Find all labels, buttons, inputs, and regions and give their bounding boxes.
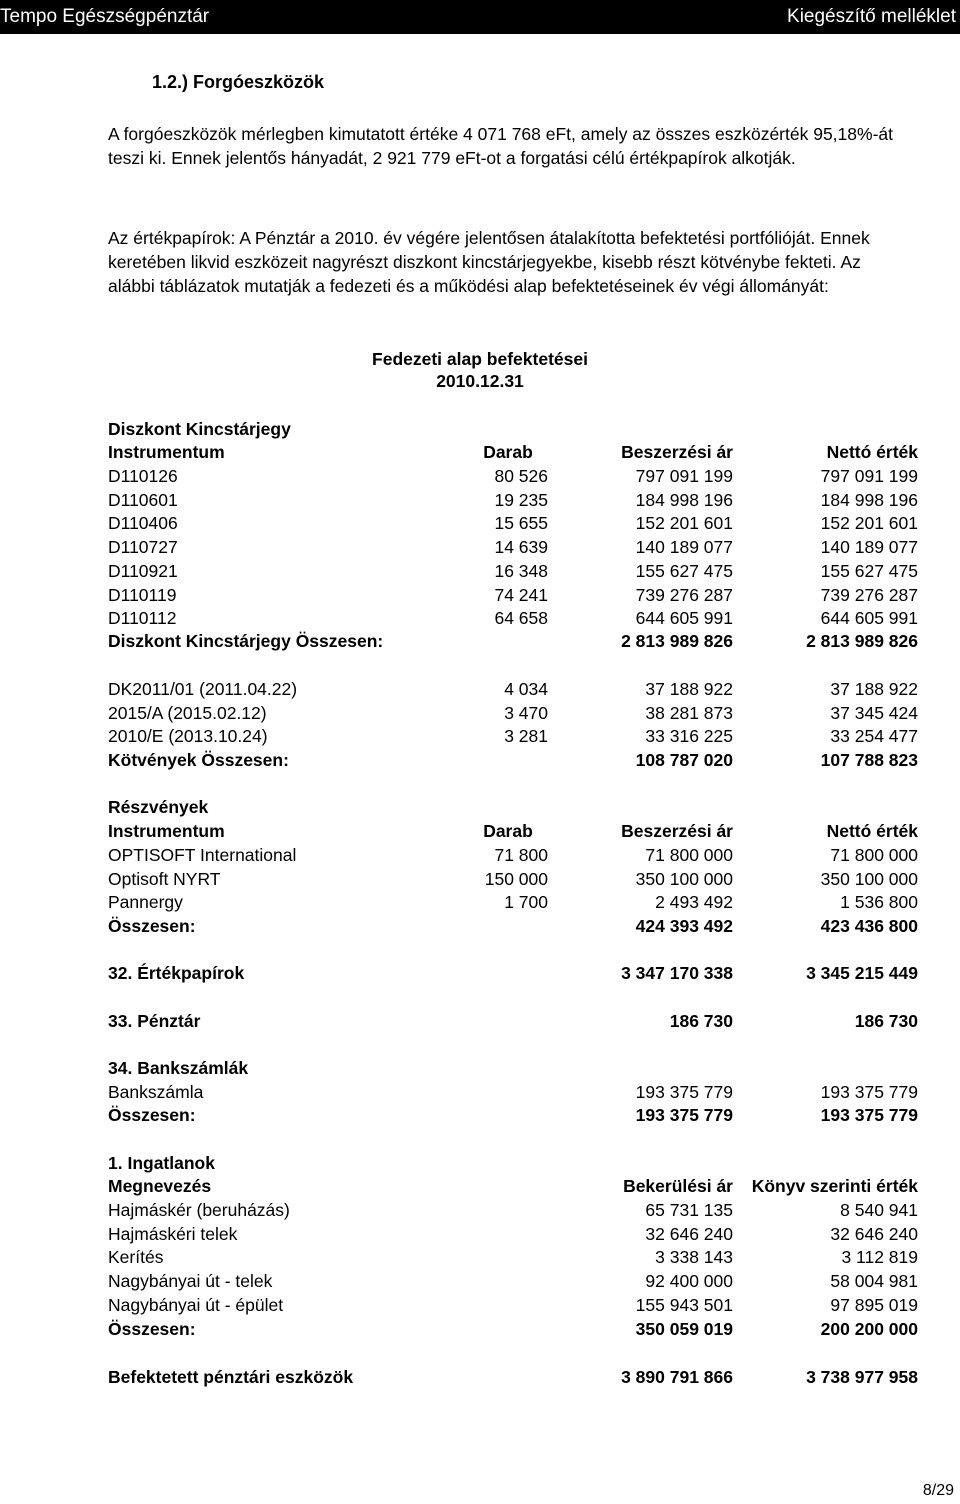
table-cell: 140 189 077 xyxy=(820,537,918,558)
page-header xyxy=(0,0,960,34)
table-cell: 37 188 922 xyxy=(645,679,733,699)
table-row xyxy=(108,725,918,747)
bank-title-row xyxy=(108,1057,918,1079)
table-cell: 15 655 xyxy=(494,513,548,534)
table-cell: 64 658 xyxy=(494,608,548,629)
dkj-total-row xyxy=(108,630,918,652)
total-net: 193 375 779 xyxy=(820,1105,918,1125)
table-cell: 32 646 240 xyxy=(830,1223,918,1244)
cash-label: 33. Pénztár xyxy=(108,1011,201,1031)
total-label: Kötvények Összesen: xyxy=(108,750,289,770)
col-header-acquisition: Bekerülési ár xyxy=(623,1176,733,1196)
table-cell: 1 700 xyxy=(504,892,548,913)
securities-cost: 3 347 170 338 xyxy=(621,963,733,983)
table-cell: D110921 xyxy=(108,560,178,581)
table-cell: 65 731 135 xyxy=(645,1200,733,1220)
realestate-title: 1. Ingatlanok xyxy=(108,1153,215,1173)
table-cell: 97 895 019 xyxy=(830,1294,918,1315)
col-header-cost: Beszerzési ár xyxy=(621,821,733,841)
bank-row xyxy=(108,1081,918,1103)
table-cell: DK2011/01 (2011.04.22) xyxy=(108,679,298,699)
cash-net: 186 730 xyxy=(854,1011,918,1031)
table-cell: 644 605 991 xyxy=(820,608,918,629)
table-cell: 8 540 941 xyxy=(840,1200,918,1220)
table-cell: 14 639 xyxy=(494,537,548,558)
grand-total-net: 3 738 977 958 xyxy=(806,1367,918,1387)
table-date: 2010.12.31 xyxy=(436,371,524,391)
total-label: Összesen: xyxy=(108,1105,196,1125)
table-cell: 184 998 196 xyxy=(635,489,733,510)
table-cell: 38 281 873 xyxy=(645,702,733,723)
table-cell: 33 254 477 xyxy=(830,726,918,747)
table-cell: 152 201 601 xyxy=(635,513,733,534)
dkj-header-row xyxy=(108,441,918,463)
total-cost: 2 813 989 826 xyxy=(621,631,733,651)
table-row xyxy=(108,536,918,558)
shares-total-row xyxy=(108,915,918,937)
dkj-title: Diszkont Kincstárjegy xyxy=(108,419,291,439)
table-cell: 58 004 981 xyxy=(830,1271,918,1292)
cash-row xyxy=(108,1010,918,1032)
header-left: Tempo Egészségpénztár xyxy=(0,6,210,27)
col-header-instrument: Instrumentum xyxy=(108,442,225,462)
section-title: 1.2.) Forgóeszközök xyxy=(152,72,325,92)
header-right: Kiegészítő melléklet xyxy=(787,6,956,27)
shares-header-row xyxy=(108,820,918,842)
total-cost: 108 787 020 xyxy=(635,750,733,770)
shares-title-row xyxy=(108,796,918,818)
table-row xyxy=(108,1246,918,1268)
table-cell: 74 241 xyxy=(494,584,548,605)
table-cell: 797 091 199 xyxy=(820,466,918,486)
table-row xyxy=(108,844,918,866)
table-cell: 92 400 000 xyxy=(645,1271,733,1292)
table-cell: Pannergy xyxy=(108,892,183,913)
table-cell: 155 627 475 xyxy=(635,560,733,581)
paragraph-1: A forgóeszközök mérlegben kimutatott értéke 4 071 768 eFt, amely az összes eszközérték 95,18%-át teszi ki. Ennek jelentős hányadát, 2 921 779 eFt-ot a forgatási célú értékpapírok alkotják. xyxy=(108,124,893,168)
col-header-book-value: Könyv szerinti érték xyxy=(751,1176,918,1196)
table-cell: Hajmáskéri telek xyxy=(108,1223,238,1244)
table-cell: 350 100 000 xyxy=(635,868,733,889)
table-row xyxy=(108,607,918,629)
table-row xyxy=(108,868,918,890)
table-cell: 2010/E (2013.10.24) xyxy=(108,726,268,747)
total-net: 200 200 000 xyxy=(820,1319,918,1339)
table-row xyxy=(108,891,918,913)
grand-total-label: Befektetett pénztári eszközök xyxy=(108,1367,354,1387)
table-cell: D110727 xyxy=(108,537,178,558)
table-cell: 3 112 819 xyxy=(841,1247,918,1268)
shares-title: Részvények xyxy=(108,797,209,817)
table-cell: 71 800 xyxy=(494,845,548,865)
table-cell: 155 943 501 xyxy=(635,1294,733,1315)
table-cell: Kerítés xyxy=(108,1247,164,1268)
bank-title: 34. Bankszámlák xyxy=(108,1058,249,1078)
table-row xyxy=(108,560,918,582)
table-row xyxy=(108,512,918,534)
table-row xyxy=(108,1223,918,1245)
total-label: Diszkont Kincstárjegy Összesen: xyxy=(108,631,384,651)
table-title: Fedezeti alap befektetései xyxy=(372,349,588,369)
table-cell: OPTISOFT International xyxy=(108,845,297,865)
total-label: Összesen: xyxy=(108,1319,196,1339)
total-net: 2 813 989 826 xyxy=(806,631,918,651)
table-row xyxy=(108,584,918,606)
bonds-total-row xyxy=(108,749,918,771)
table-row xyxy=(108,702,918,724)
col-header-count: Darab xyxy=(483,442,533,462)
col-header-instrument: Instrumentum xyxy=(108,821,225,841)
col-header-name: Megnevezés xyxy=(108,1176,212,1196)
table-cell: 3 470 xyxy=(504,702,548,723)
table-cell: 1 536 800 xyxy=(840,892,918,913)
table-cell: 155 627 475 xyxy=(820,560,918,581)
table-cell: 150 000 xyxy=(484,868,548,889)
table-row xyxy=(108,465,918,487)
table-cell: D110126 xyxy=(108,466,178,486)
table-cell: 37 188 922 xyxy=(830,679,918,699)
grand-total-cost: 3 890 791 866 xyxy=(621,1367,733,1387)
table-cell: 32 646 240 xyxy=(645,1223,733,1244)
cash-cost: 186 730 xyxy=(669,1011,733,1031)
table-row xyxy=(108,489,918,511)
bank-label: Bankszámla xyxy=(108,1082,204,1102)
dkj-title-row xyxy=(108,418,918,440)
table-cell: 71 800 000 xyxy=(645,845,733,865)
table-cell: 140 189 077 xyxy=(635,537,733,558)
total-cost: 350 059 019 xyxy=(635,1319,733,1339)
table-cell: 19 235 xyxy=(494,489,548,510)
table-cell: 739 276 287 xyxy=(635,584,733,605)
table-cell: Optisoft NYRT xyxy=(108,868,221,889)
table-cell: 71 800 000 xyxy=(830,845,918,865)
table-cell: 16 348 xyxy=(494,560,548,581)
total-label: Összesen: xyxy=(108,916,196,936)
table-cell: D110406 xyxy=(108,513,178,534)
total-net: 423 436 800 xyxy=(820,916,918,936)
table-cell: D110119 xyxy=(108,584,177,605)
table-cell: 797 091 199 xyxy=(635,466,733,486)
paragraph-2: Az értékpapírok: A Pénztár a 2010. év végére jelentősen átalakította befektetési portfólióját. Ennek keretében likvid eszközeit nagyrészt diszkont kincstárjegyekbe, kisebb részt kötvénybe fekteti. Az alábbi táblázatok mutatják a fedezeti és a működési alap befektetéseinek év végi állományát: xyxy=(108,228,870,296)
table-cell: 4 034 xyxy=(504,679,548,699)
col-header-net: Nettó érték xyxy=(826,442,918,462)
table-cell: 152 201 601 xyxy=(820,513,918,534)
table-row xyxy=(108,1294,918,1316)
table-cell: Nagybányai út - épület xyxy=(108,1294,284,1315)
table-row xyxy=(108,678,918,700)
bank-net: 193 375 779 xyxy=(820,1082,918,1102)
grand-total-row xyxy=(108,1366,918,1388)
col-header-cost: Beszerzési ár xyxy=(621,442,733,462)
table-cell: 739 276 287 xyxy=(820,584,918,605)
col-header-net: Nettó érték xyxy=(826,821,918,841)
total-net: 107 788 823 xyxy=(820,750,918,770)
table-cell: 3 338 143 xyxy=(655,1247,733,1268)
table-cell: 350 100 000 xyxy=(820,868,918,889)
table-cell: 2 493 492 xyxy=(655,892,733,913)
table-cell: D110601 xyxy=(108,489,178,510)
total-cost: 424 393 492 xyxy=(635,916,733,936)
col-header-count: Darab xyxy=(483,821,533,841)
table-cell: 644 605 991 xyxy=(635,608,733,629)
table-cell: D110112 xyxy=(108,608,177,629)
table-cell: Nagybányai út - telek xyxy=(108,1271,273,1292)
realestate-title-row xyxy=(108,1152,918,1174)
realestate-total-row xyxy=(108,1318,918,1340)
table-cell: 33 316 225 xyxy=(645,726,733,747)
table-cell: 184 998 196 xyxy=(820,489,918,510)
total-cost: 193 375 779 xyxy=(635,1105,733,1125)
page-number: 8/29 xyxy=(922,1482,954,1499)
bank-total-row xyxy=(108,1104,918,1126)
table-row xyxy=(108,1270,918,1292)
table-row xyxy=(108,1199,918,1221)
table-cell: 80 526 xyxy=(494,466,548,486)
securities-net: 3 345 215 449 xyxy=(806,963,918,983)
securities-row xyxy=(108,962,918,984)
table-cell: 37 345 424 xyxy=(830,702,918,723)
securities-label: 32. Értékpapírok xyxy=(108,963,245,983)
bank-cost: 193 375 779 xyxy=(635,1082,733,1102)
table-cell: Hajmáskér (beruházás) xyxy=(108,1200,290,1220)
realestate-header-row xyxy=(108,1175,918,1197)
table-cell: 3 281 xyxy=(504,726,548,747)
table-cell: 2015/A (2015.02.12) xyxy=(108,702,267,723)
